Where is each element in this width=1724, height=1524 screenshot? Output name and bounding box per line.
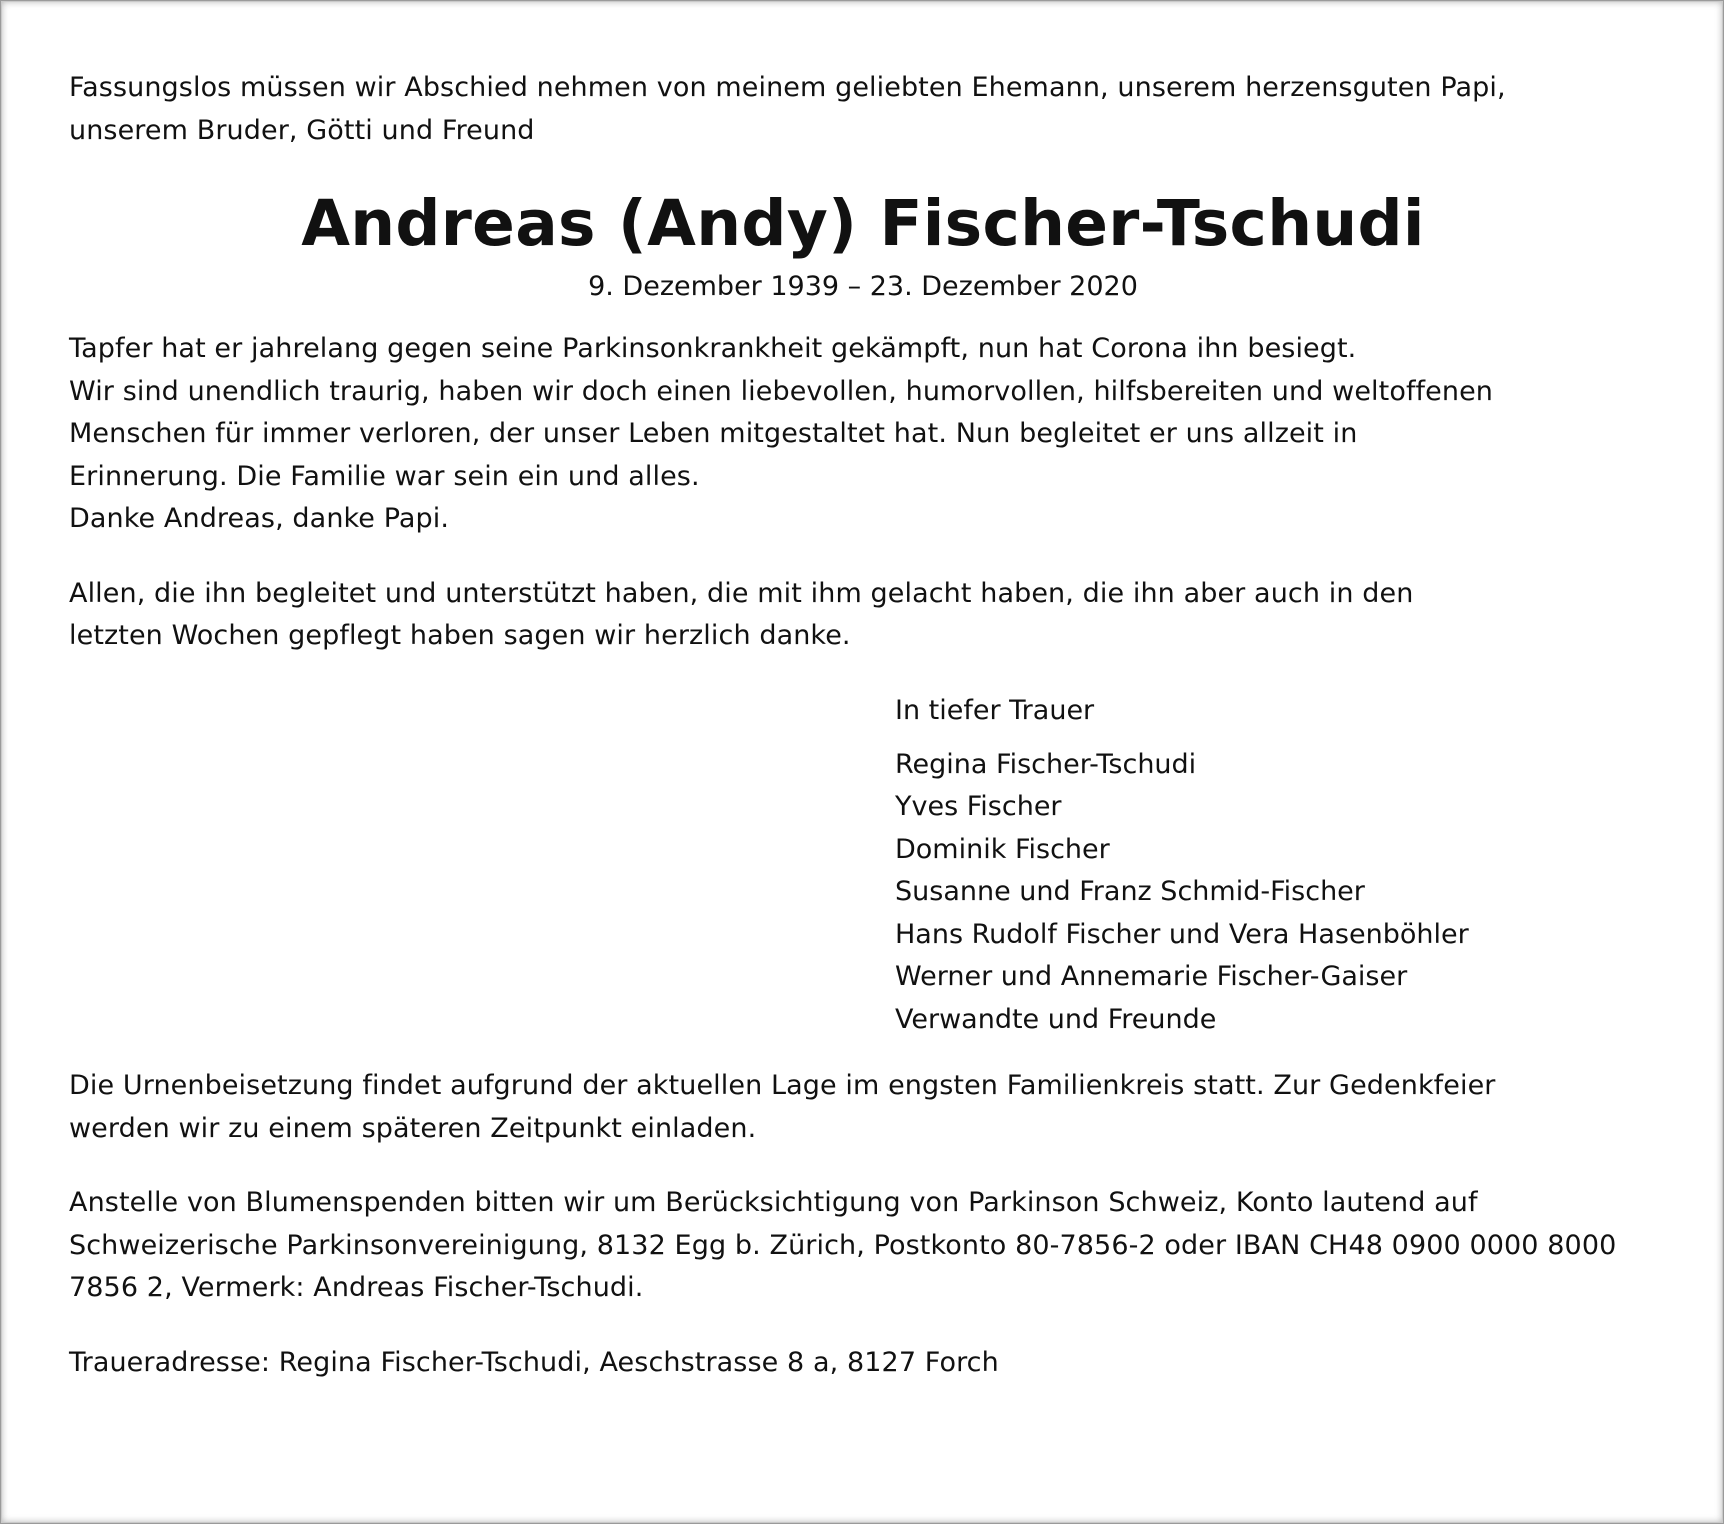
tribute-line-4: Erinnerung. Die Familie war sein ein und alles. [69,460,700,492]
intro-line-1: Fassungslos müssen wir Abschied nehmen von meinem geliebten Ehemann, unserem herzensguten Papi, [69,72,1506,103]
intro-line-2: unserem Bruder, Götti und Freund [69,114,535,146]
obituary-content [69,67,1657,1416]
mourner-name: Susanne und Franz Schmid-Fischer [895,876,1365,907]
thanks-line-2: letzten Wochen gepflegt haben sagen wir herzlich danke. [69,620,851,651]
thanks-paragraph [69,573,1657,658]
tribute-line-5: Danke Andreas, danke Papi. [69,503,450,534]
tribute-line-1: Tapfer hat er jahrelang gegen seine Parkinsonkrankheit gekämpft, nun hat Corona ihn besiegt. [69,333,1357,364]
mourner-name: Hans Rudolf Fischer und Vera Hasenböhler [895,918,1469,950]
donation-line-2: Schweizerische Parkinsonvereinigung, 8132 Egg b. Zürich, Postkonto 80-7856-2 oder IBAN CH48 0900 0000 8000 [69,1229,1617,1261]
burial-line-1: Die Urnenbeisetzung findet aufgrund der aktuellen Lage im engsten Familienkreis statt. Zur Gedenkfeier [69,1070,1496,1101]
donation-line-1: Anstelle von Blumenspenden bitten wir um Berücksichtigung von Parkinson Schweiz, Konto lautend auf [69,1187,1478,1218]
deceased-name: Andreas (Andy) Fischer-Tschudi [301,187,1425,260]
mourning-address: Traueradresse: Regina Fischer-Tschudi, Aeschstrasse 8 a, 8127 Forch [69,1346,999,1378]
mourner-name: Verwandte und Freunde [895,1003,1217,1035]
tribute-line-2: Wir sind unendlich traurig, haben wir doch einen liebevollen, humorvollen, hilfsbereiten und weltoffenen [69,375,1494,407]
tribute-paragraph [69,328,1657,541]
donation-line-3: 7856 2, Vermerk: Andreas Fischer-Tschudi. [69,1272,644,1303]
donation-paragraph [69,1182,1657,1310]
thanks-line-1: Allen, die ihn begleitet und unterstützt haben, die mit ihm gelacht haben, die ihn aber auch in den [69,577,1414,609]
burial-line-2: werden wir zu einem späteren Zeitpunkt einladen. [69,1112,757,1144]
mourners-block [895,690,1657,1042]
mourners-header: In tiefer Trauer [895,694,1095,726]
mourner-name: Werner und Annemarie Fischer-Gaiser [895,961,1408,992]
mourner-name: Yves Fischer [895,791,1062,822]
mourner-name: Dominik Fischer [895,833,1110,865]
intro-paragraph [69,67,1657,152]
life-dates: 9. Dezember 1939 – 23. Dezember 2020 [588,271,1138,302]
mourner-name: Regina Fischer-Tschudi [895,748,1197,780]
tribute-line-3: Menschen für immer verloren, der unser Leben mitgestaltet hat. Nun begleitet er uns allzeit in [69,418,1358,449]
burial-paragraph [69,1065,1657,1150]
